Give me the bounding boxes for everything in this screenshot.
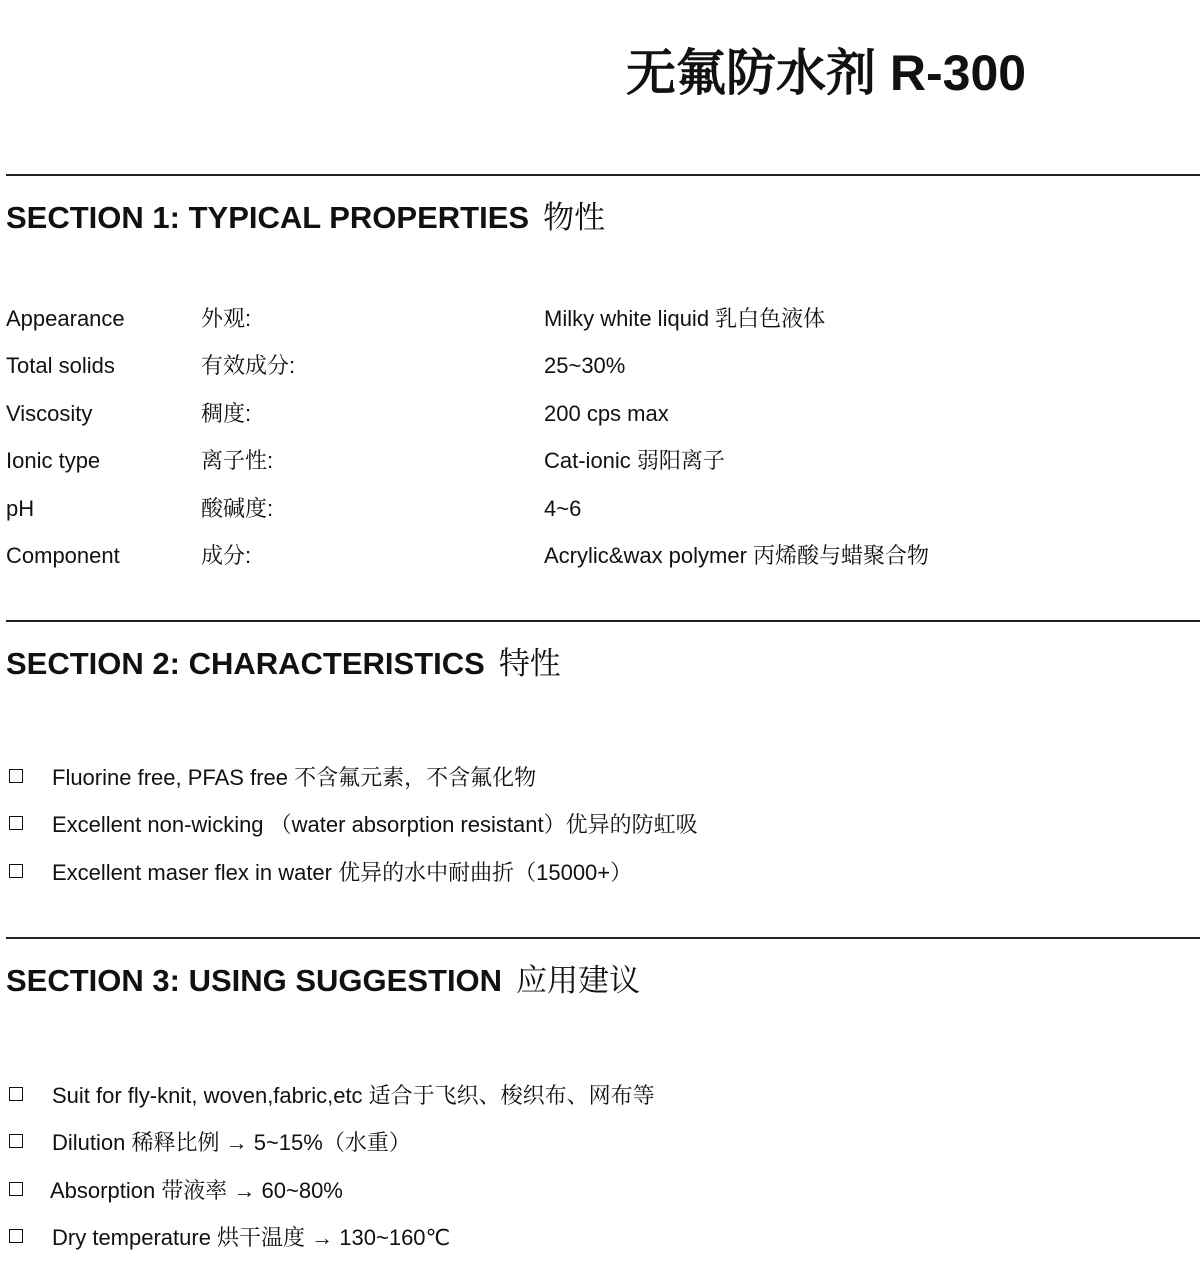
list-item (6, 759, 1186, 806)
checkbox-icon (9, 864, 23, 878)
section-3-heading (6, 962, 640, 999)
property-label-zh: 离子性: (201, 448, 274, 474)
characteristics-list (6, 759, 1186, 901)
list-item-text: Suit for fly-knit, woven,fabric,etc 适合于飞织、梭织布、网布等 (52, 1083, 655, 1108)
checkbox-icon (9, 816, 23, 830)
list-item (6, 806, 1186, 853)
property-label-en: Appearance (6, 306, 125, 331)
section-2-heading (6, 645, 561, 682)
property-row (6, 442, 1186, 489)
usage-list (6, 1077, 1186, 1267)
list-item-text: Fluorine free, PFAS free 不含氟元素，不含氟化物 (52, 765, 537, 790)
list-item (6, 854, 1186, 901)
section-3-heading-zh: 应用建议 (516, 963, 641, 998)
list-item (6, 1219, 1186, 1266)
section-2-heading-en: SECTION 2: CHARACTERISTICS (6, 646, 485, 681)
properties-table (6, 300, 1186, 584)
checkbox-icon (9, 1134, 23, 1148)
list-item-text: Dry temperature 烘干温度 → 130~160℃ (52, 1225, 451, 1251)
property-value: 200 cps max (544, 400, 669, 426)
list-item (6, 1124, 1186, 1171)
property-label-en: Component (6, 542, 120, 568)
property-value: Milky white liquid 乳白色液体 (544, 306, 826, 331)
list-item (6, 1172, 1186, 1219)
property-row (6, 300, 1186, 347)
property-row (6, 537, 1186, 584)
property-label-en: Ionic type (6, 448, 101, 474)
property-label-en: Total solids (6, 353, 115, 379)
section-2-heading-zh: 特性 (498, 646, 561, 681)
property-label-zh: 稠度: (201, 400, 252, 426)
checkbox-icon (9, 1087, 23, 1101)
section-3-heading-en: SECTION 3: USING SUGGESTION (6, 963, 503, 998)
property-label-zh: 有效成分: (201, 353, 296, 379)
property-label-zh: 成分: (201, 542, 252, 568)
property-label-zh: 酸碱度: (201, 495, 274, 521)
section-1-heading-en: SECTION 1: TYPICAL PROPERTIES (6, 200, 530, 235)
divider-top (6, 174, 1200, 176)
checkbox-icon (9, 1182, 23, 1196)
section-1-heading-zh: 物性 (543, 200, 606, 235)
property-row (6, 490, 1186, 537)
property-label-en: Viscosity (6, 400, 93, 426)
list-item-text: Excellent non-wicking （water absorption resistant）优异的防虹吸 (52, 812, 698, 838)
checkbox-icon (9, 769, 23, 783)
property-value: 4~6 (544, 495, 582, 521)
list-item-text: Absorption 带液率 → 60~80% (50, 1177, 343, 1203)
property-row (6, 347, 1186, 394)
section-1-heading (6, 199, 605, 236)
property-label-zh: 外观: (201, 306, 252, 331)
list-item-text: Dilution 稀释比例 → 5~15%（水重） (52, 1130, 411, 1156)
list-item (6, 1077, 1186, 1124)
property-label-en: pH (6, 495, 35, 521)
checkbox-icon (9, 1229, 23, 1243)
divider-section-2 (6, 620, 1200, 622)
list-item-text: Excellent maser flex in water 优异的水中耐曲折（15000+） (52, 859, 633, 885)
document-title: 无氟防水剂 R-300 (626, 45, 1027, 101)
property-value: 25~30% (544, 353, 626, 379)
property-row (6, 395, 1186, 442)
property-value: Cat-ionic 弱阳离子 (544, 448, 725, 474)
divider-section-3 (6, 937, 1200, 939)
property-value: Acrylic&wax polymer 丙烯酸与蜡聚合物 (544, 542, 930, 568)
